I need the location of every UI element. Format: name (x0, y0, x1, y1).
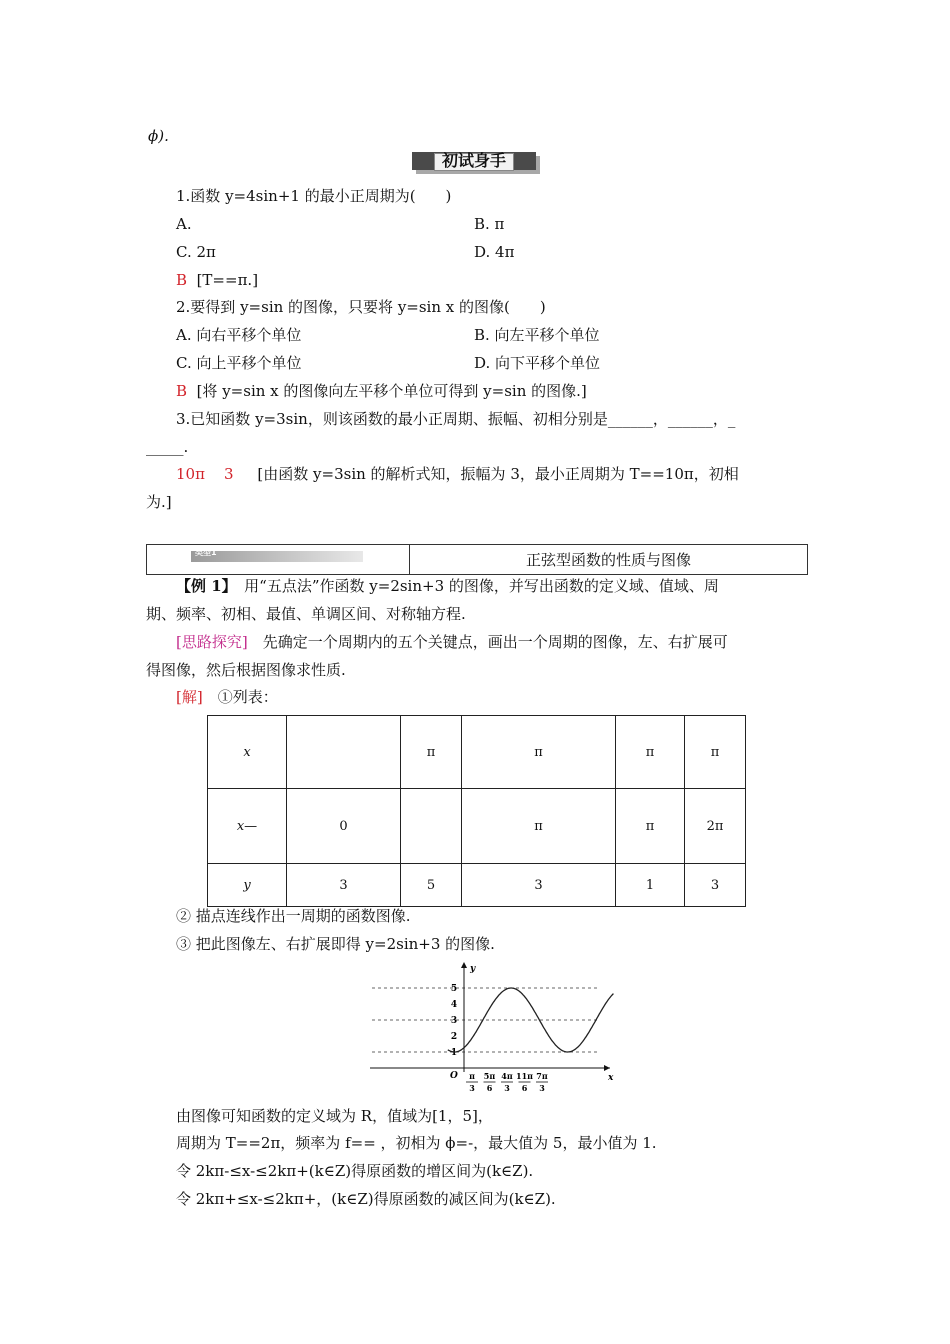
conclusion-line-3: 令 2kπ-≤x-≤2kπ+(k∈Z)得原函数的增区间为(k∈Z). (176, 1162, 534, 1180)
idea-label: [思路探究] (176, 633, 248, 651)
q3-stem: 3.已知函数 y=3sin，则该函数的最小正周期、振幅、初相分别是______，______，_ (176, 410, 736, 428)
q1-option-b: B. π (474, 215, 505, 233)
example-line-1 (176, 576, 719, 596)
y-tick-label: 1 (450, 1048, 458, 1058)
solution-text-1: ①列表： (202, 688, 278, 706)
top-fragment: ϕ). (148, 127, 169, 145)
x-tick-numerator: 5π (483, 1071, 496, 1081)
table-cell: π (462, 789, 616, 864)
solution-label: [解] (176, 688, 203, 706)
table-cell: π (462, 716, 616, 789)
table-cell: 3 (685, 864, 746, 907)
idea-text-2: 得图像，然后根据图像求性质. (146, 661, 346, 679)
q1-explain: [T==π.] (196, 271, 259, 289)
y-tick-label: 2 (450, 1032, 458, 1042)
q1-answer: B (176, 271, 188, 289)
table-cell: x (208, 716, 287, 789)
table-cell: x— (208, 789, 287, 864)
banner-title: 初试身手 (441, 151, 506, 170)
type-tag-label: 类型1 (195, 548, 217, 557)
sine-graph (368, 958, 618, 1098)
table-cell: 5 (401, 864, 462, 907)
type-box (146, 544, 808, 575)
q2-explain: [将 y=sin x 的图像向左平移个单位可得到 y=sin 的图像.] (196, 382, 587, 400)
x-tick-denominator: 6 (486, 1083, 493, 1093)
idea-line-1 (176, 632, 728, 652)
q2-stem: 2.要得到 y=sin 的图像，只要将 y=sin x 的图像( ) (176, 298, 546, 316)
table-row (208, 864, 746, 907)
after-table-2: ③ 把此图像左、右扩展即得 y=2sin+3 的图像. (176, 935, 495, 953)
type-box-title: 正弦型函数的性质与图像 (525, 551, 691, 569)
example-label: 【例 1】 (176, 577, 230, 595)
table-cell (401, 789, 462, 864)
x-axis-arrow (604, 1065, 610, 1071)
table-cell: 2π (685, 789, 746, 864)
q1-option-a: A. (176, 215, 192, 233)
q2-option-b: B. 向左平移个单位 (474, 326, 600, 344)
y-tick-label: 3 (450, 1016, 458, 1026)
q3-stem-cont: _____. (146, 438, 189, 456)
solution-line-1 (176, 687, 278, 707)
q2-option-c: C. 向上平移个单位 (176, 354, 302, 372)
conclusion-line-1: 由图像可知函数的定义域为 R，值域为[1，5]， (176, 1107, 493, 1125)
table-row (208, 716, 746, 789)
q3-explain-cont: 为.] (146, 493, 172, 511)
table-cell (287, 716, 401, 789)
y-tick-label: 5 (450, 984, 458, 994)
q2-option-d: D. 向下平移个单位 (474, 354, 601, 372)
q3-explain: [由函数 y=3sin 的解析式知，振幅为 3，最小正周期为 T==10π，初相 (257, 465, 739, 483)
x-axis-label: x (608, 1073, 614, 1083)
five-point-table (207, 715, 746, 907)
type-box-left (147, 545, 410, 574)
q2-answer: B (176, 382, 188, 400)
table-cell: 3 (287, 864, 401, 907)
origin-label: O (450, 1071, 458, 1081)
q3-answer-a: 10π (176, 465, 205, 483)
conclusion-line-4: 令 2kπ+≤x-≤2kπ+，(k∈Z)得原函数的减区间为(k∈Z). (176, 1190, 556, 1208)
q2-answer-line (176, 381, 587, 401)
x-tick-numerator: π (469, 1071, 475, 1081)
x-tick-denominator: 6 (521, 1083, 528, 1093)
y-axis-arrow (461, 962, 467, 968)
table-row (208, 789, 746, 864)
q1-option-c: C. 2π (176, 243, 216, 261)
q1-stem: 1.函数 y=4sin+1 的最小正周期为( ) (176, 187, 452, 205)
q1-answer-line (176, 270, 258, 290)
q3-answer-b: 3 (224, 465, 234, 483)
table-cell: 3 (462, 864, 616, 907)
idea-text-1: 先确定一个周期内的五个关键点，画出一个周期的图像，左、右扩展可 (247, 633, 728, 651)
q1-option-d: D. 4π (474, 243, 515, 261)
x-tick-denominator: 3 (539, 1083, 545, 1093)
table-cell: π (616, 789, 685, 864)
table-cell: π (685, 716, 746, 789)
table-cell: 0 (287, 789, 401, 864)
table-cell: π (616, 716, 685, 789)
y-axis-label: y (470, 964, 476, 974)
conclusion-line-2: 周期为 T==2π，频率为 f== ，初相为 ϕ=-，最大值为 5，最小值为 1. (176, 1134, 657, 1152)
y-tick-label: 4 (450, 1000, 458, 1010)
x-tick-denominator: 3 (469, 1083, 475, 1093)
example-text-2: 期、频率、初相、最值、单调区间、对称轴方程. (146, 605, 466, 623)
table-cell: π (401, 716, 462, 789)
x-tick-numerator: 4π (501, 1071, 513, 1081)
q2-option-a: A. 向右平移个单位 (176, 326, 302, 344)
q3-answer-line (176, 464, 739, 484)
x-tick-denominator: 3 (504, 1083, 510, 1093)
table-cell: 1 (616, 864, 685, 907)
example-text-1: 用“五点法”作函数 y=2sin+3 的图像，并写出函数的定义域、值域、周 (229, 577, 719, 595)
after-table-1: ② 描点连线作出一周期的函数图像. (176, 907, 411, 925)
type-tag (191, 548, 363, 562)
section-banner (412, 152, 536, 174)
table-cell: y (208, 864, 287, 907)
x-tick-numerator: 7π (536, 1071, 548, 1081)
x-tick-numerator: 11π (516, 1071, 533, 1081)
